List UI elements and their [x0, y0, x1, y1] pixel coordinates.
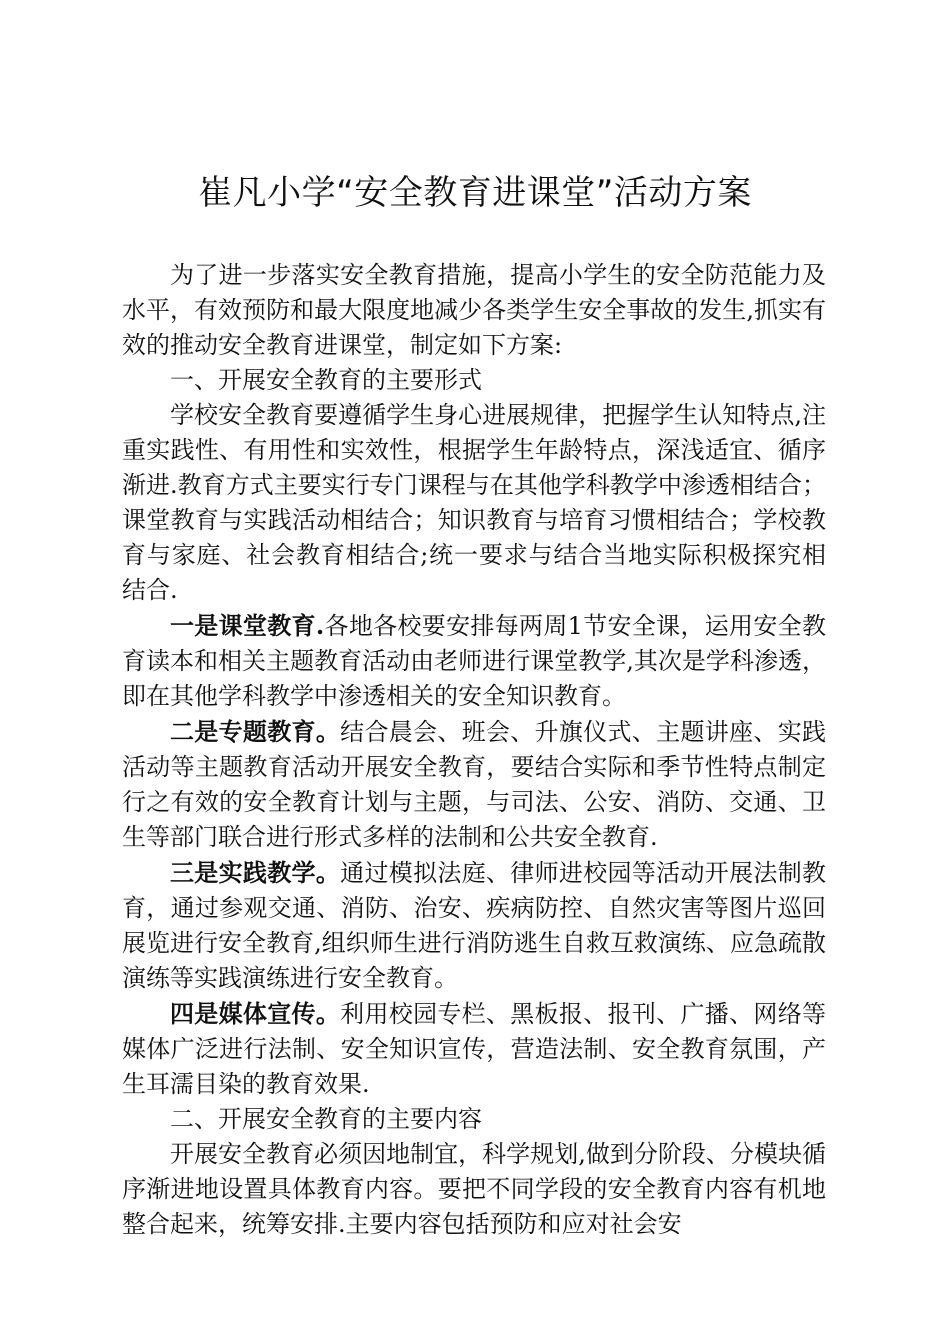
item-paragraph-media — [122, 996, 826, 1102]
item-lead-classroom: 一是课堂教育. — [170, 611, 325, 640]
section-heading-content: 二、开展安全教育的主要内容 — [170, 1105, 482, 1133]
item-lead-media: 四是媒体宣传。 — [170, 999, 341, 1028]
item-lead-special: 二是专题教育。 — [170, 717, 341, 746]
item-lead-practice: 三是实践教学。 — [170, 858, 341, 887]
intro-paragraph: 为了进一步落实安全教育措施，提高小学生的安全防范能力及水平，有效预防和最大限度地减少各类学生安全事故的发生,抓实有效的推动安全教育进课堂，制定如下方案: — [122, 261, 826, 359]
item-text-special: 结合晨会、班会、升旗仪式、主题讲座、实践活动等主题教育活动开展安全教育，要结合实际和季节性特点制定行之有效的安全教育计划与主题，与司法、公安、消防、交通、卫生等部门联合进行形式多样的法制和公共安全教育. — [122, 718, 827, 851]
section-paragraph-forms: 学校安全教育要遵循学生身心进展规律，把握学生认知特点,注重实践性、有用性和实效性，根据学生年龄特点，深浅适宜、循序渐进.教育方式主要实行专门课程与在其他学科教学中渗透相结合；课堂教育与实践活动相结合；知识教育与培育习惯相结合；学校教育与家庭、社会教育相结合;统一要求与结合当地实际积极探究相结合. — [122, 401, 826, 604]
document-body — [122, 258, 826, 1242]
item-text-classroom: 各地各校要安排每两周1节安全课，运用安全教育读本和相关主题教育活动由老师进行课堂教学,其次是学科渗透，即在其他学科教学中渗透相关的安全知识教育。 — [122, 612, 826, 710]
item-paragraph-classroom — [122, 608, 826, 714]
item-paragraph-special — [122, 714, 826, 855]
section-paragraph-content: 开展安全教育必须因地制宜，科学规划,做到分阶段、分模块循序渐进地设置具体教育内容。要把不同学段的安全教育内容有机地整合起来，统筹安排.主要内容包括预防和应对社会安 — [122, 1140, 826, 1238]
section-heading-forms: 一、开展安全教育的主要形式 — [170, 366, 482, 394]
item-text-media: 利用校园专栏、黑板报、报刊、广播、网络等媒体广泛进行法制、安全知识宣传，营造法制、安全教育氛围，产生耳濡目染的教育效果. — [122, 1000, 827, 1098]
document-title: 崔凡小学“安全教育进课堂”活动方案 — [198, 173, 752, 213]
item-paragraph-practice — [122, 855, 826, 996]
item-text-practice: 通过模拟法庭、律师进校园等活动开展法制教育，通过参观交通、消防、治安、疾病防控、自然灾害等图片巡回展览进行安全教育,组织师生进行消防逃生自救互救演练、应急疏散演练等实践演练进行安全教育。 — [122, 859, 827, 992]
